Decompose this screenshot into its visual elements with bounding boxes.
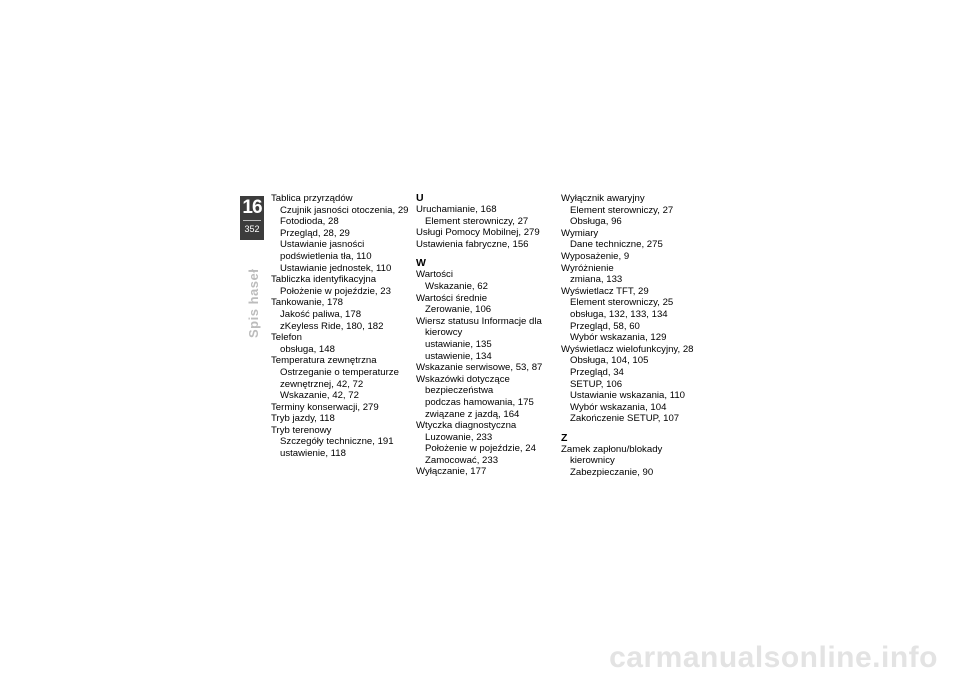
index-subentry: obsługa, 148 bbox=[280, 343, 335, 355]
index-subentry: podświetlenia tła, 110 bbox=[280, 250, 372, 262]
index-subentry: Ustawianie jasności bbox=[280, 239, 365, 251]
index-subentry: Wskazanie, 42, 72 bbox=[280, 390, 359, 402]
index-subentry: kierownicy bbox=[570, 455, 615, 467]
page-number: 352 bbox=[244, 224, 260, 234]
index-subentry: Przegląd, 34 bbox=[570, 366, 624, 378]
index-subentry: ustawienie, 134 bbox=[425, 350, 492, 362]
index-subentry: Wybór wskazania, 104 bbox=[570, 401, 667, 413]
index-subentry: ustawianie, 135 bbox=[425, 338, 492, 350]
section-letter: W bbox=[416, 257, 426, 270]
index-subentry: Położenie w pojeździe, 24 bbox=[425, 443, 536, 455]
index-subentry: SETUP, 106 bbox=[570, 378, 623, 390]
index-entry: Uruchamianie, 168 bbox=[416, 204, 497, 215]
index-subentry: Zakończenie SETUP, 107 bbox=[570, 413, 680, 425]
section-gap bbox=[416, 250, 566, 258]
index-column-2 bbox=[416, 193, 566, 478]
index-subentry: zmiana, 133 bbox=[570, 274, 623, 286]
index-entry: Wymiary bbox=[561, 227, 599, 239]
index-subentry: Szczegóły techniczne, 191 bbox=[280, 436, 394, 448]
index-entry: Telefon bbox=[271, 332, 302, 344]
index-entry: Wyróżnienie bbox=[561, 262, 614, 274]
index-subentry: Ustawianie wskazania, 110 bbox=[570, 390, 686, 402]
chapter-tab bbox=[240, 196, 264, 240]
chapter-tab-divider bbox=[243, 220, 261, 221]
index-subentry: związane z jazdą, 164 bbox=[425, 408, 520, 420]
chapter-title: Spis haseł bbox=[246, 268, 261, 338]
index-subentry: Wskazanie, 62 bbox=[425, 280, 488, 292]
index-entry: Wyposażenie, 9 bbox=[561, 250, 630, 262]
index-subentry: kierowcy bbox=[425, 327, 463, 339]
index-entry: Wartości średnie bbox=[416, 292, 488, 304]
index-subentry: Obsługa, 104, 105 bbox=[570, 355, 649, 367]
section-letter: U bbox=[416, 192, 424, 204]
index-entry: Tankowanie, 178 bbox=[271, 297, 344, 309]
index-subentry: Przegląd, 58, 60 bbox=[570, 320, 640, 332]
index-entry: Wartości bbox=[416, 269, 453, 281]
index-entry: Tablica przyrządów bbox=[271, 193, 353, 204]
index-subentry: Zerowanie, 106 bbox=[425, 304, 492, 316]
index-subentry: Ustawianie jednostek, 110 bbox=[280, 262, 392, 274]
section-letter: Z bbox=[561, 431, 568, 444]
index-column-1 bbox=[271, 193, 421, 460]
index-subentry: bezpieczeństwa bbox=[425, 385, 494, 397]
index-entry: Wyłącznik awaryjny bbox=[561, 193, 645, 204]
index-entry: Zamek zapłonu/blokady bbox=[561, 443, 663, 455]
index-subentry: zewnętrznej, 42, 72 bbox=[280, 378, 364, 390]
index-entry: Tryb jazdy, 118 bbox=[271, 413, 335, 425]
index-entry: Temperatura zewnętrzna bbox=[271, 355, 377, 367]
index-column-3 bbox=[561, 193, 711, 479]
index-subentry: ustawienie, 118 bbox=[280, 448, 346, 460]
index-subentry: podczas hamowania, 175 bbox=[425, 396, 534, 408]
index-subentry: Czujnik jasności otoczenia, 29 bbox=[280, 204, 409, 216]
index-entry: Tabliczka identyfikacyjna bbox=[271, 274, 377, 286]
index-subentry: Ostrzeganie o temperaturze bbox=[280, 366, 399, 378]
index-subentry: Jakość paliwa, 178 bbox=[280, 308, 362, 320]
index-subentry: Obsługa, 96 bbox=[570, 216, 622, 228]
index-entry: Tryb terenowy bbox=[271, 424, 332, 436]
index-subentry: Zabezpieczanie, 90 bbox=[570, 467, 654, 479]
index-subentry: Położenie w pojeździe, 23 bbox=[280, 285, 391, 297]
watermark: carmanualsonline.info bbox=[609, 641, 938, 674]
index-entry: Ustawienia fabryczne, 156 bbox=[416, 238, 529, 250]
index-entry: Wyświetlacz TFT, 29 bbox=[561, 285, 649, 297]
index-subentry: Element sterowniczy, 25 bbox=[570, 297, 674, 309]
index-subentry: Zamocować, 233 bbox=[425, 454, 499, 466]
index-entry: Wyświetlacz wielofunkcyjny, 28 bbox=[561, 343, 694, 355]
index-entry: Usługi Pomocy Mobilnej, 279 bbox=[416, 227, 540, 239]
index-entry: Wskazówki dotyczące bbox=[416, 373, 510, 385]
index-subentry: zKeyless Ride, 180, 182 bbox=[280, 320, 384, 332]
index-subentry: Luzowanie, 233 bbox=[425, 431, 493, 443]
index-subentry: Element sterowniczy, 27 bbox=[425, 215, 529, 227]
index-entry: Wtyczka diagnostyczna bbox=[416, 420, 517, 432]
index-entry: Wyłączanie, 177 bbox=[416, 466, 487, 478]
index-entry: Wskazanie serwisowe, 53, 87 bbox=[416, 362, 543, 374]
index-subentry: Element sterowniczy, 27 bbox=[570, 204, 674, 216]
index-subentry: Wybór wskazania, 129 bbox=[570, 332, 667, 344]
index-entry: Wiersz statusu Informacje dla bbox=[416, 315, 542, 327]
index-subentry: Dane techniczne, 275 bbox=[570, 239, 663, 251]
index-subentry: obsługa, 132, 133, 134 bbox=[570, 308, 668, 320]
section-gap bbox=[561, 425, 711, 433]
chapter-number: 16 bbox=[242, 197, 262, 218]
index-subentry: Fotodioda, 28 bbox=[280, 216, 339, 228]
index-entry: Terminy konserwacji, 279 bbox=[271, 401, 379, 413]
index-subentry: Przegląd, 28, 29 bbox=[280, 227, 350, 239]
